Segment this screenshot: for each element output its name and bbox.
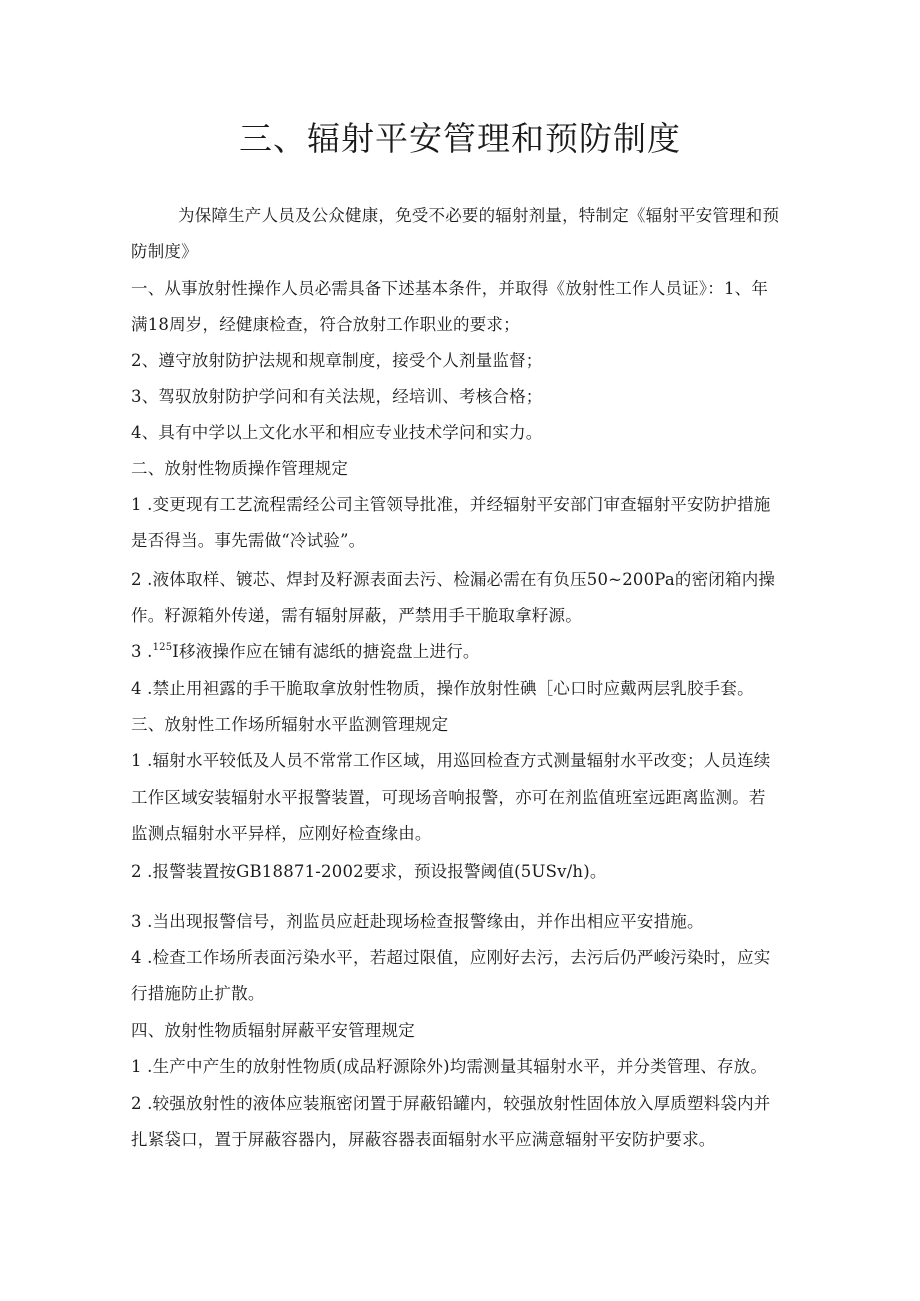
section-heading: 三、放射性工作场所辐射水平监测管理规定: [131, 715, 449, 734]
list-item: 2 .报警装置按GB18871-2002要求，预设报警阈值(5USv/h)。: [131, 862, 607, 881]
paragraph-line: 作。籽源箱外传递，需有辐射屏蔽，严禁用手干脆取拿籽源。: [131, 606, 582, 625]
paragraph-line: 行措施防止扩散。: [131, 984, 265, 1003]
list-item: [131, 641, 791, 663]
list-item: 2 .较强放射性的液体应装瓶密闭置于屏蔽铅罐内，较强放射性固体放入厚质塑料袋内并: [131, 1094, 771, 1113]
section-heading: 二、放射性物质操作管理规定: [131, 459, 349, 478]
page-title: 三、辐射平安管理和预防制度: [239, 119, 681, 158]
paragraph-line: 扎紧袋口，置于屏蔽容器内，屏蔽容器表面辐射水平应满意辐射平安防护要求。: [131, 1130, 716, 1149]
list-item: 2、遵守放射防护法规和规章制度，接受个人剂量监督；: [131, 351, 543, 370]
list-item: 3 .当出现报警信号，剂监员应赶赴现场检查报警缘由，并作出相应平安措施。: [131, 912, 704, 931]
paragraph-line: 工作区域安装辐射水平报警装置，可现场音响报警，亦可在剂监值班室远距离监测。若: [131, 788, 766, 807]
list-item: 3、驾驭放射防护学问和有关法规，经培训、考核合格；: [131, 387, 543, 406]
paragraph-line: 为保障生产人员及公众健康，免受不必要的辐射剂量，特制定《辐射平安管理和预: [178, 206, 780, 225]
list-item: 4 .检查工作场所表面污染水平，若超过限值，应刚好去污，去污后仍严峻污染时，应实: [131, 948, 771, 967]
section-heading: 四、放射性物质辐射屏蔽平安管理规定: [131, 1021, 415, 1040]
list-marker: 3 .: [131, 642, 153, 661]
list-item: 4、具有中学以上文化水平和相应专业技术学问和实力。: [131, 423, 543, 442]
isotope-superscript: 125: [152, 642, 173, 653]
list-item: 1 .生产中产生的放射性物质(成品籽源除外)均需测量其辐射水平，并分类管理、存放。: [131, 1057, 768, 1076]
list-item: 4 .禁止用袒露的手干脆取拿放射性物质，操作放射性碘［心口时应戴两层乳胶手套。: [131, 679, 754, 698]
paragraph-line: 是否得当。事先需做“冷试验”。: [131, 531, 366, 550]
paragraph-line: 监测点辐射水平异样，应刚好检查缘由。: [131, 824, 432, 843]
list-item: 2 .液体取样、镀芯、焊封及籽源表面去污、检漏必需在有负压50~200Pa的密闭箱内操: [131, 570, 776, 589]
section-heading: 一、从事放射性操作人员必需具备下述基本条件，并取得《放射性工作人员证》：1、年: [131, 279, 769, 298]
list-item: 1 .变更现有工艺流程需经公司主管领导批准，并经辐射平安部门审查辐射平安防护措施: [131, 495, 771, 514]
list-item: 1 .辐射水平较低及人员不常常工作区域，用巡回检查方式测量辐射水平改变；人员连续: [131, 751, 771, 770]
paragraph-line: 满18周岁，经健康检查，符合放射工作职业的要求；: [131, 315, 520, 334]
paragraph-line: 防制度》: [131, 242, 198, 261]
list-item-text: I移液操作应在铺有滤纸的搪瓷盘上进行。: [172, 642, 480, 661]
